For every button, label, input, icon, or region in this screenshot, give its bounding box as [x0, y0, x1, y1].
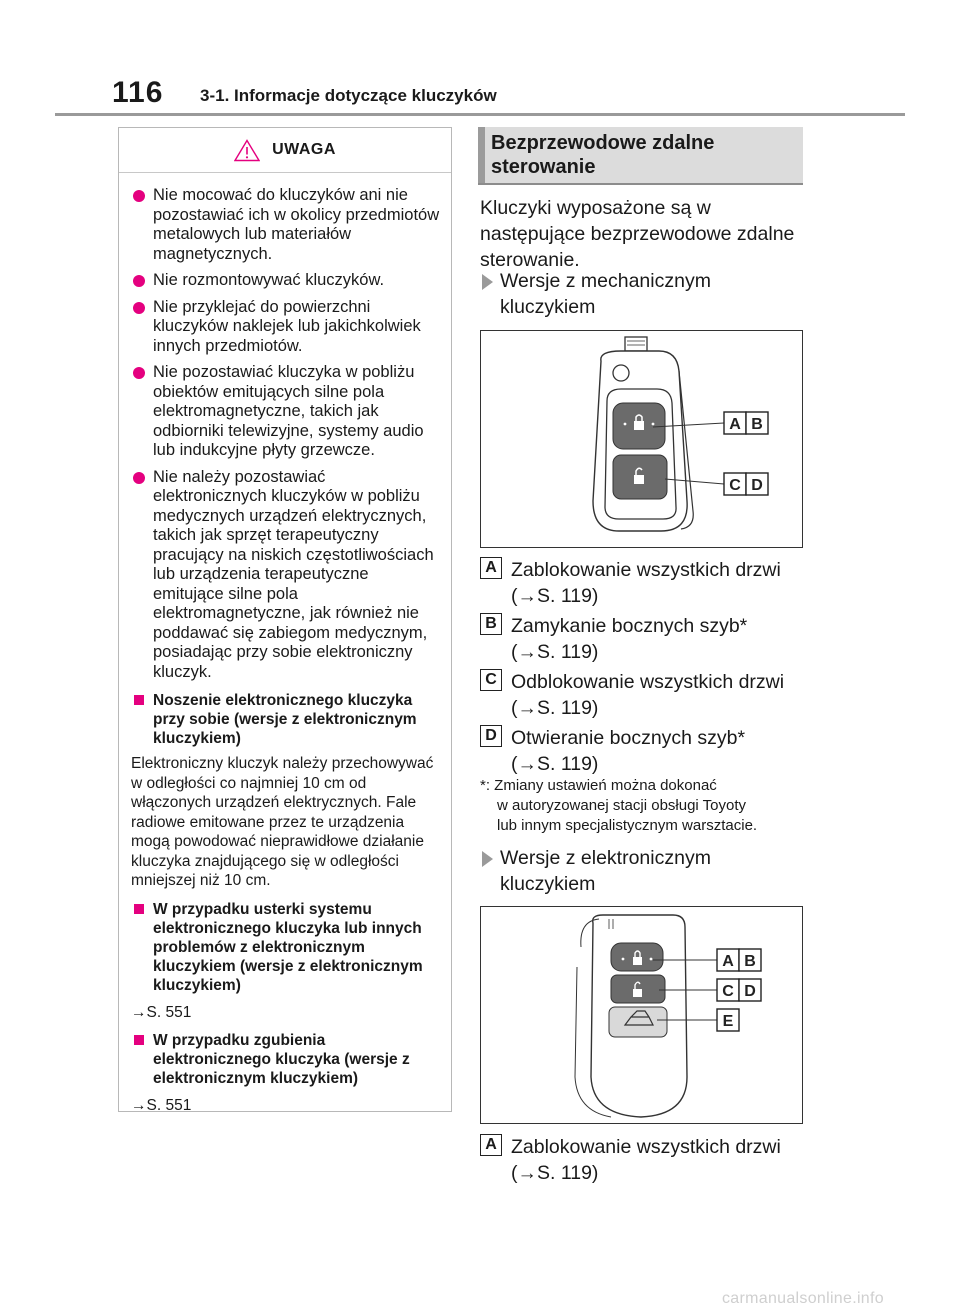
svg-text:A: A — [729, 416, 741, 433]
heading-rule — [478, 183, 803, 185]
legend-text: Zamykanie bocznych szyb* — [511, 615, 748, 637]
subsection-title: Noszenie elektronicznego kluczyka przy sobie (wersje z elektronicznym kluczykiem) — [131, 691, 441, 748]
subsection-text: Elektroniczny kluczyk należy przechowywać w odległości co najmniej 10 cm od włączonych urządzeń elektrycznych. Fale radiowe emitowane przez te urządzenia mogą powodować nieprawidłowe działanie kluczyka znajdującego się w odległości mniejszej niż 10 cm. — [131, 755, 434, 889]
svg-text:C: C — [729, 477, 741, 494]
subsection-title: W przypadku usterki systemu elektronicznego kluczyka lub innych problemów z elektronicznym kluczykiem (wersje z elektronicznym kluczykiem) — [131, 900, 441, 995]
legend-mechanical — [480, 557, 800, 781]
section-heading: Bezprzewodowe zdalne sterowanie — [491, 132, 715, 178]
legend-item — [480, 725, 800, 777]
svg-text:A: A — [722, 953, 734, 970]
legend-text: Otwieranie bocznych szyb* — [511, 727, 746, 749]
page-header — [0, 0, 960, 118]
warning-bullet: Nie rozmontowywać kluczyków. — [131, 271, 441, 291]
section-heading-band — [478, 127, 803, 185]
legend-text: Zablokowanie wszystkich drzwi — [511, 1136, 781, 1158]
footnote — [480, 776, 810, 836]
subsection-title: W przypadku zgubienia elektronicznego kluczyka (wersje z elektronicznym kluczykiem) — [131, 1031, 441, 1088]
legend-ref: (→S. 119) — [511, 641, 599, 663]
legend-letter: A — [480, 557, 502, 579]
legend-item — [480, 1134, 800, 1186]
header-rule — [55, 113, 905, 116]
figure-electronic-key — [480, 906, 803, 1124]
legend-item — [480, 613, 800, 665]
page-reference: →S. 551 — [131, 1096, 192, 1114]
legend-letter: D — [480, 725, 502, 747]
mechanical-key-illustration — [481, 331, 801, 546]
legend-ref: (→S. 119) — [511, 585, 599, 607]
variant-heading-electronic: Wersje z elektronicznym kluczykiem — [480, 845, 800, 897]
page-number: 116 — [112, 76, 164, 109]
warning-bullet: Nie należy pozostawiać elektronicznych kluczyków w pobliżu medycznych urządzeń elektrycznych, takich jak sprzęt terapeutyczny pracujący na niskich częstotliwościach lub urządzenia terapeutyczne emitujące silne pola elektromagnetyczne, jak również nie poddawać się zabiegom medycznym, posiadając przy sobie elektroniczny kluczyk. — [131, 468, 441, 683]
svg-text:E: E — [722, 1013, 734, 1030]
footnote-line: lub innym specjalistycznym warsztacie. — [497, 817, 758, 834]
warning-triangle-icon — [234, 139, 260, 162]
legend-item — [480, 557, 800, 609]
page-reference: →S. 551 — [131, 1003, 192, 1021]
legend-text: Zablokowanie wszystkich drzwi — [511, 559, 781, 581]
svg-text:C: C — [722, 983, 734, 1000]
svg-text:D: D — [744, 983, 756, 1000]
legend-letter: B — [480, 613, 502, 635]
warning-bullet: Nie mocować do kluczyków ani nie pozostawiać ich w okolicy przedmiotów metalowych lub materiałów magnetycznych. — [131, 186, 441, 264]
svg-text:B: B — [751, 416, 763, 433]
legend-ref: (→S. 119) — [511, 753, 599, 775]
legend-letter: C — [480, 669, 502, 691]
watermark: carmanualsonline.info — [722, 1290, 884, 1307]
footnote-line: *: Zmiany ustawień można dokonać — [480, 777, 717, 794]
warning-header — [119, 128, 451, 173]
warning-title: UWAGA — [272, 141, 336, 158]
warning-bullet: Nie przyklejać do powierzchni kluczyków naklejek lub jakichkolwiek innych przedmiotów. — [131, 298, 441, 357]
legend-item — [480, 669, 800, 721]
variant-heading-mechanical: Wersje z mechanicznym kluczykiem — [480, 268, 800, 320]
figure-mechanical-key — [480, 330, 803, 548]
electronic-key-illustration — [481, 907, 801, 1122]
section-title: 3-1. Informacje dotyczące kluczyków — [200, 86, 497, 105]
legend-text: Odblokowanie wszystkich drzwi — [511, 671, 785, 693]
footnote-line: w autoryzowanej stacji obsługi Toyoty — [497, 797, 747, 814]
legend-ref: (→S. 119) — [511, 697, 599, 719]
warning-box — [118, 127, 452, 1112]
svg-text:B: B — [744, 953, 756, 970]
warning-bullet: Nie pozostawiać kluczyka w pobliżu obiektów emitujących silne pola elektromagnetyczne, takich jak odbiorniki telewizyjne, systemy audio lub indukcyjne płyty grzewcze. — [131, 363, 441, 461]
intro-text: Kluczyki wyposażone są w następujące bezprzewodowe zdalne sterowanie. — [480, 197, 795, 271]
svg-text:D: D — [751, 477, 763, 494]
legend-electronic — [480, 1134, 800, 1190]
legend-letter: A — [480, 1134, 502, 1156]
legend-ref: (→S. 119) — [511, 1162, 599, 1184]
